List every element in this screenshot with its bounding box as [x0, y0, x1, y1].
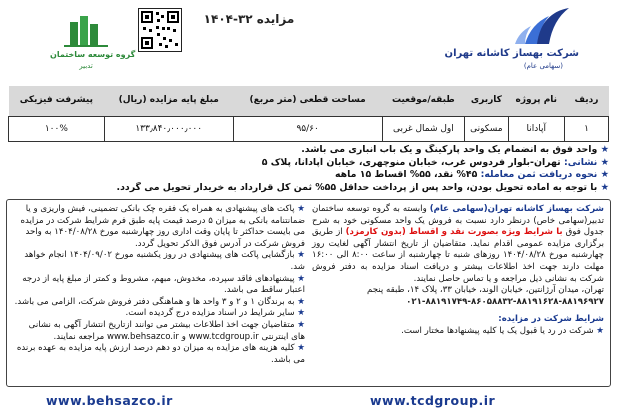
- qr-code-icon: [138, 8, 182, 52]
- conditions-title: شرایط شرکت در مزایده:: [498, 314, 604, 325]
- table-cell: ۱: [565, 116, 609, 142]
- condition-item: ★ متقاضیان جهت اخذ اطلاعات بیشتر می توانند ازتاریخ انتشار آگهی به نشانی های اینترنتی www.tcdgroup.ir و www.behsazco.ir مراجعه نمایند.: [28, 319, 305, 342]
- table-cell: آپادانا: [508, 116, 564, 142]
- detail-line: [8, 144, 609, 157]
- star-bullet-icon: ★: [294, 273, 305, 284]
- detail-label: نحوه دریافت ثمن معامله:: [480, 169, 598, 180]
- star-bullet-icon: ★: [294, 319, 305, 330]
- office-address: تهران، میدان آرژانتین، خیابان الوند، خیابان ۳۳، پلاک ۱۴، طبقه پنجم: [367, 285, 604, 296]
- table-header-cell: پیشرفت فیزیکی: [9, 86, 105, 116]
- condition-item: ★ به برندگان ۱ و ۲ و ۳ واحد ها و هماهنگی دفتر فروش شرکت، الزامی می باشد.: [14, 296, 305, 307]
- table-row: [9, 116, 609, 142]
- announcement-text: وابسته به گروه توسعه ساختمان تدبیر(سهامی خاص) درنظر دارد نسبت به فروش یک واحد مسکونی خود به شرح جدول فوق: [312, 204, 605, 238]
- auction-table: [8, 86, 609, 142]
- footer: [0, 389, 617, 411]
- table-cell: ۹۵/۶۰: [233, 116, 382, 142]
- behsaz-logo: [444, 4, 585, 76]
- star-bullet-icon: ★: [597, 169, 609, 180]
- detail-line: [8, 169, 609, 182]
- detail-text: با توجه به آماده تحویل بودن، واحد پس از پرداخت حداقل ۵۵% ثمن کل قرارداد به خریدار تحویل می گردد.: [116, 181, 598, 193]
- terms-box: [6, 199, 611, 387]
- table-header-cell: کاربری: [465, 86, 508, 116]
- star-bullet-icon: ★: [597, 181, 609, 193]
- tcdgroup-website-link[interactable]: www.tcdgroup.ir: [370, 393, 496, 408]
- building-icon: [50, 10, 122, 50]
- table-header-cell: ردیف: [565, 86, 609, 116]
- table-cell: مسکونی: [465, 116, 508, 142]
- star-bullet-icon: ★: [294, 308, 305, 319]
- condition-item: ★ بازگشایی پاکت های پیشنهادی در روز یکشنبه مورخ ۱۴۰۴/۰۹/۰۲ انجام خواهد شد.: [24, 250, 305, 272]
- table-cell: اول شمال غربی: [382, 116, 465, 142]
- property-details: [8, 144, 609, 194]
- left-logo-name: گروه توسعه ساختمان: [50, 50, 136, 59]
- detail-label: نشانی:: [563, 156, 598, 168]
- tadbir-logo: [50, 10, 136, 72]
- company-name: شرکت بهساز کاشانه تهران(سهامی عام): [429, 204, 604, 214]
- star-bullet-icon: ★: [597, 156, 609, 168]
- table-header-cell: طبقه/موقعیت: [382, 86, 465, 116]
- star-bullet-icon: ★: [597, 144, 609, 155]
- condition-item: ★ پیشنهادهای فاقد سپرده، مخدوش، مبهم، مشروط و کمتر از مبلغ پایه از درجه اعتبار ساقط می باشد.: [22, 273, 305, 296]
- condition-item: ★ سایر شرایط در اسناد مزایده درج گردیده است.: [125, 308, 305, 319]
- left-logo-sub: تدبیر: [79, 62, 93, 70]
- star-bullet-icon: ★: [294, 296, 305, 307]
- header: [0, 0, 617, 84]
- auction-title: مزایده ۳۲-۱۴۰۴: [203, 12, 295, 26]
- announcement-paragraph: [312, 204, 604, 285]
- detail-line: [8, 157, 609, 170]
- detail-text: واحد فوق به انضمام یک واحد پارکینگ و یک باب انباری می باشد.: [301, 144, 598, 155]
- behsaz-emblem-icon: [465, 4, 585, 48]
- condition-item: ★ شرکت در رد یا قبول یک یا کلیه پیشنهادها مختار است.: [401, 325, 604, 336]
- announcement-text: از طریق برگزاری مزایده عمومی اقدام نماید. متقاضیان از تاریخ انتشار آگهی لغایت روز چهارشنبه مورخ ۱۴۰۴/۰۸/۲۸ روزهای شنبه تا چهارشنبه از ساعت ۸:۰۰ الی ۱۶:۰۰ مهلت دارند جهت اخذ اطلاعات بیشتر و دریافت اسناد مزایده به دفتر فروش شرکت به نشانی ذیل مراجعه و یا تماس حاصل نمایند.: [312, 227, 604, 284]
- special-terms: با شرایط ویژه بصورت نقد و اقساط (بدون کارمزد): [345, 227, 563, 238]
- condition-item: ★ پاکت های پیشنهادی به همراه یک فقره چک بانکی تضمینی، فیش واریزی و یا ضمانتنامه بانکی به میزان ۵ درصد قیمت پایه طبق فرم شرایط شرکت در مزایده می بایست حداکثر تا پایان وقت اداری روز چهارشنبه مورخ ۱۴۰۴/۰۸/۲۸ به واحد فروش شرکت در آدرس فوق الذکر تحویل گردد.: [20, 204, 305, 249]
- conditions-column: [13, 204, 305, 366]
- phone-numbers: ۰۲۱-۸۸۱۹۱۷۴۹-۸۶۰۵۸۸۳۲-۸۸۱۹۱۶۲۸-۸۸۱۹۶۹۲۷: [406, 296, 604, 307]
- table-header-row: [9, 86, 609, 116]
- detail-text: ۴۵% نقد، ۵۵% اقساط ۱۵ ماهه: [334, 169, 478, 180]
- right-logo-name: شرکت بهساز کاشانه تهران: [444, 48, 579, 59]
- table-header-cell: مبلغ پایه مزایده (ریال): [104, 86, 233, 116]
- table-cell: ۱۳۳٫۸۴۰٫۰۰۰٫۰۰۰: [104, 116, 233, 142]
- table-header-cell: مساحت قطعی (متر مربع): [233, 86, 382, 116]
- star-bullet-icon: ★: [294, 204, 305, 214]
- star-bullet-icon: ★: [294, 343, 305, 354]
- condition-item: ★ کلیه هزینه های مزایده به میزان دو دهم درصد ارزش پایه مزایده به عهده برنده می باشد.: [16, 343, 305, 365]
- table-header-cell: نام پروژه: [508, 86, 564, 116]
- right-logo-sub: (سهامی عام): [523, 62, 563, 70]
- behsaz-website-link[interactable]: www.behsazco.ir: [46, 393, 173, 408]
- announcement-column: [312, 204, 604, 338]
- star-bullet-icon: ★: [593, 325, 604, 336]
- star-bullet-icon: ★: [294, 250, 305, 261]
- table-cell: ۱۰۰%: [9, 116, 105, 142]
- detail-text: تهران-بلوار فردوس غرب، خیابان منوچهری، خیابان آپادانا، پلاک ۵: [261, 156, 561, 168]
- detail-line: [8, 182, 609, 195]
